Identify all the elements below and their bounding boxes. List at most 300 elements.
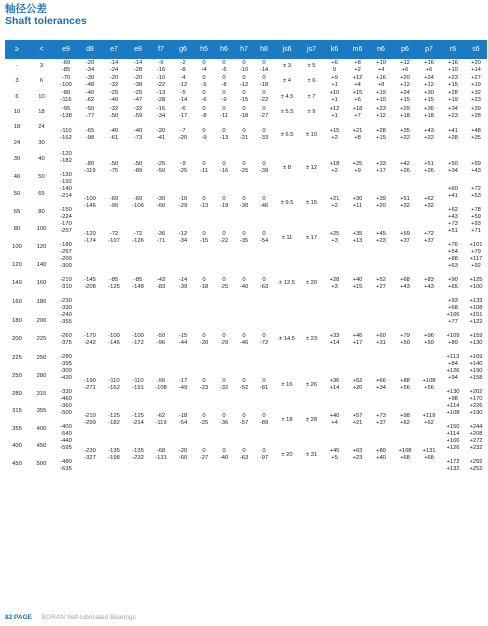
tolerance-cell-p7: +96 +50 — [417, 312, 441, 368]
tolerance-cell-e8: -135 -232 — [126, 438, 150, 473]
tolerance-cell-k6: +25 +3 — [323, 221, 346, 256]
tolerance-cell-h6: 0 -8 — [214, 74, 234, 89]
tolerance-cell-e8: -14 -28 — [126, 59, 150, 74]
size-from-cell: 280 — [5, 385, 29, 403]
tolerance-cell-h8: 0 -14 — [254, 59, 274, 74]
tolerance-cell-e7: -60 -90 — [102, 186, 126, 221]
tolerance-cell-js6: ± 8 — [274, 151, 300, 186]
tolerance-cell-h5: 0 -25 — [194, 403, 214, 438]
tolerance-cell-e8: -25 -47 — [126, 90, 150, 105]
tolerance-cell-d8: -145 -208 — [78, 256, 102, 312]
tolerance-cell-p7: +131 +68 — [417, 438, 441, 473]
tolerance-cell-p6: +35 +22 — [393, 120, 417, 151]
size-to-cell: 65 — [29, 186, 54, 204]
size-to-cell: 160 — [29, 274, 54, 293]
tolerance-cell-h8: 0 -54 — [254, 221, 274, 256]
tolerance-cell-f7: -16 -34 — [150, 105, 172, 120]
tolerance-cell-p6: +88 +56 — [393, 368, 417, 403]
tolerance-cell-r6: +88 +63 +90 +65 +93 +68 — [441, 256, 465, 312]
tolerance-cell-e9: -170 -257 -180 -267 — [54, 221, 78, 256]
size-from-cell: 355 — [5, 420, 29, 438]
tolerance-cell-e8: -100 -172 — [126, 312, 150, 368]
tolerance-cell-h8: 0 -63 — [254, 256, 274, 312]
tolerance-cell-d8: -230 -327 — [78, 438, 102, 473]
column-header: h8 — [254, 40, 274, 59]
tolerance-cell-e8: -110 -191 — [126, 368, 150, 403]
size-from-cell: 10 — [5, 105, 29, 120]
tolerance-cell-d8: -170 -242 — [78, 312, 102, 368]
tolerance-cell-h5: 0 -5 — [194, 74, 214, 89]
tolerance-cell-p7: +24 +12 — [417, 74, 441, 89]
tolerance-cell-f7: -20 -41 — [150, 120, 172, 151]
title-en: Shaft tolerances — [5, 15, 87, 27]
size-to-cell: 6 — [29, 74, 54, 89]
tolerance-cell-n6: +39 +20 — [369, 186, 393, 221]
table-row — [5, 105, 487, 120]
tolerance-cell-p6: +79 +50 — [393, 312, 417, 368]
tolerance-cell-e8: -60 -106 — [126, 186, 150, 221]
tolerance-cell-f7: -68 -131 — [150, 438, 172, 473]
size-from-cell: 180 — [5, 312, 29, 331]
tolerance-cell-f7: -56 -108 — [150, 368, 172, 403]
tolerance-cell-k6: +15 +2 — [323, 120, 346, 151]
tolerance-cell-d8: -190 -271 — [78, 368, 102, 403]
tolerance-cell-r6: +114 +108 +150 +114 — [441, 403, 465, 438]
tolerance-cell-k6: +10 +1 — [323, 90, 346, 105]
tolerance-cell-e7: -135 -198 — [102, 438, 126, 473]
tolerance-cell-h8: 0 -18 — [254, 74, 274, 89]
tolerance-cell-p7: +62 +32 — [417, 186, 441, 221]
tolerance-cell-f7: -43 -83 — [150, 256, 172, 312]
tolerance-cell-e7: -85 -125 — [102, 256, 126, 312]
tolerance-cell-p6: +59 +37 — [393, 221, 417, 256]
tolerance-cell-n6: +60 +31 — [369, 312, 393, 368]
tolerance-cell-h7: 0 -52 — [234, 368, 254, 403]
tolerance-cell-e9: -240 -355 -260 -375 -280 -395 — [54, 312, 78, 368]
tolerance-cell-js7: ± 20 — [300, 256, 323, 312]
size-from-cell: 120 — [5, 256, 29, 275]
tolerance-cell-g6: -20 -60 — [172, 438, 194, 473]
tolerance-cell-h6: 0 -40 — [214, 438, 234, 473]
tolerance-cell-m6: +63 +23 — [346, 438, 369, 473]
column-header: f7 — [150, 40, 172, 59]
tolerance-cell-js7: ± 15 — [300, 186, 323, 221]
tolerance-cell-g6: -5 -14 — [172, 90, 194, 105]
size-to-cell: 140 — [29, 256, 54, 275]
column-header: n6 — [369, 40, 393, 59]
table-row — [5, 151, 487, 169]
tolerance-cell-e9: -360 -500 -400 -540 — [54, 403, 78, 438]
tolerance-cell-g6: -2 -8 — [172, 59, 194, 74]
tolerance-cell-k6: +12 +1 — [323, 105, 346, 120]
page-title — [5, 3, 305, 27]
tolerance-cell-h6: 0 -25 — [214, 256, 234, 312]
tolerance-cell-m6: +25 +9 — [346, 151, 369, 186]
tolerance-cell-f7: -30 -60 — [150, 186, 172, 221]
tolerance-cell-k6: +6 0 — [323, 59, 346, 74]
tolerance-cell-h7: 0 -30 — [234, 186, 254, 221]
tolerance-cell-s6: +39 +28 — [465, 105, 487, 120]
tolerance-cell-h5: 0 -8 — [194, 105, 214, 120]
tolerance-cell-e9: -80 -116 — [54, 90, 78, 105]
tolerance-cell-h5: 0 -20 — [194, 312, 214, 368]
size-from-cell: 24 — [5, 135, 29, 150]
tolerance-cell-p7: +16 +6 — [417, 59, 441, 74]
tolerance-cell-h5: 0 -15 — [194, 221, 214, 256]
tolerance-cell-r6: +41 +28 — [441, 120, 465, 151]
tolerance-cell-h5: 0 -13 — [194, 186, 214, 221]
tolerance-cell-e8: -40 -73 — [126, 120, 150, 151]
size-to-cell: 280 — [29, 368, 54, 386]
column-header: p7 — [417, 40, 441, 59]
tolerance-cell-h6: 0 -29 — [214, 312, 234, 368]
tolerance-cell-e8: -20 -38 — [126, 74, 150, 89]
table-row — [5, 368, 487, 386]
size-from-cell: 80 — [5, 221, 29, 239]
tolerance-cell-h7: 0 -10 — [234, 59, 254, 74]
tolerance-cell-e7: -50 -75 — [102, 151, 126, 186]
table-row — [5, 256, 487, 275]
tolerance-cell-js7: ± 26 — [300, 368, 323, 403]
tolerance-cell-g6: -12 -34 — [172, 221, 194, 256]
table-row — [5, 186, 487, 204]
tolerance-cell-r6: +166 +126 +172 +132 — [441, 438, 465, 473]
size-from-cell: 40 — [5, 168, 29, 186]
size-to-cell: 120 — [29, 238, 54, 256]
size-to-cell: 250 — [29, 349, 54, 368]
tolerance-cell-e9: -110 -162 — [54, 120, 78, 151]
tolerance-cell-k6: +33 +14 — [323, 312, 346, 368]
tolerance-cell-k6: +28 +3 — [323, 256, 346, 312]
column-header: e8 — [126, 40, 150, 59]
tolerance-cell-js6: ± 9.5 — [274, 186, 300, 221]
size-from-cell: 50 — [5, 186, 29, 204]
column-header: js7 — [300, 40, 323, 59]
page-number: 82 PAGE — [5, 614, 32, 621]
tolerance-cell-p6: +68 +43 — [393, 256, 417, 312]
tolerance-cell-h7: 0 -18 — [234, 105, 254, 120]
tolerance-cell-js7: ± 17 — [300, 221, 323, 256]
tolerance-cell-e7: -100 -146 — [102, 312, 126, 368]
tolerance-cell-s6: +32 +23 — [465, 90, 487, 105]
tolerance-cell-n6: +80 +40 — [369, 438, 393, 473]
tolerance-cell-r6: +23 +15 — [441, 74, 465, 89]
tolerance-cell-n6: +73 +37 — [369, 403, 393, 438]
tolerance-cell-h6: 0 -13 — [214, 120, 234, 151]
tolerance-cell-h7: 0 -15 — [234, 90, 254, 105]
column-header: k6 — [323, 40, 346, 59]
tolerance-cell-m6: +8 +2 — [346, 59, 369, 74]
tolerance-cell-f7: -50 -96 — [150, 312, 172, 368]
tolerance-cell-p7: +30 +15 — [417, 90, 441, 105]
tolerance-cell-e7: -125 -182 — [102, 403, 126, 438]
tolerance-cell-p7: +119 +62 — [417, 403, 441, 438]
tolerance-cell-h7: 0 -12 — [234, 74, 254, 89]
tolerance-cell-e8: -72 -126 — [126, 221, 150, 256]
tolerance-cell-r6: +34 +23 — [441, 105, 465, 120]
tolerance-cell-p7: +108 +56 — [417, 368, 441, 403]
tolerance-cell-h5: 0 -27 — [194, 438, 214, 473]
tolerance-cell-e9: -140 -214 -150 -224 — [54, 186, 78, 221]
tolerance-cell-h7: 0 -21 — [234, 120, 254, 151]
tolerance-cell-n6: +10 +4 — [369, 59, 393, 74]
tolerance-cell-h7: 0 -25 — [234, 151, 254, 186]
size-to-cell: 355 — [29, 403, 54, 421]
tolerance-cell-e8: -50 -89 — [126, 151, 150, 186]
size-from-cell: 160 — [5, 293, 29, 312]
tolerance-cell-e7: -110 -162 — [102, 368, 126, 403]
tolerance-cell-js6: ± 12.5 — [274, 256, 300, 312]
column-header: h6 — [214, 40, 234, 59]
tolerance-cell-f7: -13 -28 — [150, 90, 172, 105]
tolerance-cell-h5: 0 -11 — [194, 151, 214, 186]
tolerance-cell-js6: ± 3 — [274, 59, 300, 74]
tolerance-cell-js6: ± 4.5 — [274, 90, 300, 105]
tolerance-cell-s6: +151 +122 +159 +130 +169 +140 — [465, 312, 487, 368]
tolerance-cell-h5: 0 -6 — [194, 90, 214, 105]
tolerance-cell-m6: +21 +8 — [346, 120, 369, 151]
tolerance-cell-s6: +48 +35 — [465, 120, 487, 151]
tolerance-cell-n6: +23 +12 — [369, 105, 393, 120]
tolerance-cell-js6: ± 16 — [274, 368, 300, 403]
tolerance-cell-js7: ± 7 — [300, 90, 323, 105]
table-row — [5, 90, 487, 105]
tolerance-cell-r6: +60 +41 +62 +43 — [441, 186, 465, 221]
tolerance-cell-g6: -6 -17 — [172, 105, 194, 120]
column-header: e9 — [54, 40, 78, 59]
tolerance-cell-d8: -50 -77 — [78, 105, 102, 120]
size-from-cell: 400 — [5, 438, 29, 456]
tolerance-cell-js7: ± 28 — [300, 403, 323, 438]
tolerance-cell-h5: 0 -18 — [194, 256, 214, 312]
size-to-cell: 225 — [29, 330, 54, 349]
tolerance-cell-k6: +9 +1 — [323, 74, 346, 89]
tolerance-cell-n6: +16 +8 — [369, 74, 393, 89]
tolerance-cell-js6: ± 11 — [274, 221, 300, 256]
tolerance-cell-s6: +27 +19 — [465, 74, 487, 89]
tolerance-cell-g6: -15 -44 — [172, 312, 194, 368]
tolerance-cell-e9: -95 -138 — [54, 105, 78, 120]
tolerance-cell-m6: +18 +7 — [346, 105, 369, 120]
column-header: e7 — [102, 40, 126, 59]
tolerance-cell-f7: -62 -119 — [150, 403, 172, 438]
tolerance-cell-h8: 0 -33 — [254, 120, 274, 151]
size-to-cell: 315 — [29, 385, 54, 403]
tolerance-cell-m6: +46 +17 — [346, 312, 369, 368]
tolerance-cell-r6: +28 +19 — [441, 90, 465, 105]
size-from-cell: 315 — [5, 403, 29, 421]
title-cn: 轴径公差 — [5, 3, 47, 15]
tolerance-cell-h8: 0 -39 — [254, 151, 274, 186]
tolerance-cell-p6: +108 +68 — [393, 438, 417, 473]
tolerance-cell-m6: +30 +11 — [346, 186, 369, 221]
table-row — [5, 312, 487, 331]
tolerance-cell-s6: +93 +71 +101 +79 — [465, 221, 487, 256]
page-footer — [5, 614, 136, 621]
tolerance-cell-k6: +18 +2 — [323, 151, 346, 186]
tolerance-cell-p7: +72 +37 — [417, 221, 441, 256]
tolerance-cell-r6: +73 +51 +76 +54 — [441, 221, 465, 256]
tolerance-cell-js7: ± 5 — [300, 59, 323, 74]
tolerance-cell-h6: 0 -11 — [214, 105, 234, 120]
size-from-cell: 18 — [5, 120, 29, 135]
size-to-cell: 30 — [29, 135, 54, 150]
tolerance-cell-js7: ± 10 — [300, 120, 323, 151]
tolerance-cell-f7: -6 -16 — [150, 59, 172, 74]
tolerance-cell-p6: +51 +32 — [393, 186, 417, 221]
size-from-cell: 6 — [5, 90, 29, 105]
tolerance-cell-js6: ± 4 — [274, 74, 300, 89]
tolerance-cell-r6: +106 +77 +109 +80 +113 +84 — [441, 312, 465, 368]
size-from-cell: 450 — [5, 455, 29, 473]
tolerance-cell-g6: -7 -20 — [172, 120, 194, 151]
tolerance-cell-e8: -32 -59 — [126, 105, 150, 120]
tolerance-cell-m6: +12 +4 — [346, 74, 369, 89]
size-from-cell: 200 — [5, 330, 29, 349]
tolerance-cell-js7: ± 6 — [300, 74, 323, 89]
column-header: d8 — [78, 40, 102, 59]
tolerance-cell-n6: +52 +27 — [369, 256, 393, 312]
size-to-cell: 18 — [29, 105, 54, 120]
brand-name: BORAN Self-lubricated Bearings — [41, 614, 136, 621]
tolerance-cell-js6: ± 14.5 — [274, 312, 300, 368]
size-from-cell: 65 — [5, 203, 29, 221]
table-row — [5, 120, 487, 135]
tolerance-cell-n6: +45 +23 — [369, 221, 393, 256]
tolerance-cell-js7: ± 31 — [300, 438, 323, 473]
column-header: p6 — [393, 40, 417, 59]
tolerance-cell-h8: 0 -27 — [254, 105, 274, 120]
tolerance-cell-k6: +21 +2 — [323, 186, 346, 221]
tolerance-cell-e9: -300 -430 -330 -460 — [54, 368, 78, 403]
tolerance-cell-m6: +35 +13 — [346, 221, 369, 256]
tolerance-cell-h6: 0 -6 — [214, 59, 234, 74]
tolerance-cell-d8: -120 -174 — [78, 221, 102, 256]
tolerance-cell-h8: 0 -89 — [254, 403, 274, 438]
tolerance-cell-p6: +29 +18 — [393, 105, 417, 120]
tolerance-cell-e7: -25 -40 — [102, 90, 126, 105]
size-from-cell: 30 — [5, 151, 29, 169]
table-row — [5, 438, 487, 456]
size-from-cell: 250 — [5, 368, 29, 386]
tolerance-cell-f7: -25 -50 — [150, 151, 172, 186]
tolerance-cell-k6: +40 +4 — [323, 403, 346, 438]
tolerance-cell-d8: -100 -146 — [78, 186, 102, 221]
tolerance-cell-js7: ± 9 — [300, 105, 323, 120]
tolerance-cell-h8: 0 -22 — [254, 90, 274, 105]
tolerance-cell-g6: -14 -39 — [172, 256, 194, 312]
tolerance-cell-r6: +50 +34 — [441, 151, 465, 186]
tolerance-cell-m6: +40 +15 — [346, 256, 369, 312]
tolerance-cell-h7: 0 -40 — [234, 256, 254, 312]
column-header: ≥ — [5, 40, 29, 59]
size-to-cell: 180 — [29, 293, 54, 312]
tolerance-cell-js6: ± 6.5 — [274, 120, 300, 151]
size-from-cell: 140 — [5, 274, 29, 293]
tolerance-cell-s6: +272 +232 +292 +252 — [465, 438, 487, 473]
tolerance-cell-e7: -14 -24 — [102, 59, 126, 74]
tolerance-cell-g6: -17 -49 — [172, 368, 194, 403]
tolerance-cell-h6: 0 -16 — [214, 151, 234, 186]
tolerance-cell-e7: -40 -61 — [102, 120, 126, 151]
tolerance-cell-s6: +72 +53 +78 +59 — [465, 186, 487, 221]
tolerance-cell-js6: ± 5.5 — [274, 105, 300, 120]
tolerance-cell-e8: -85 -148 — [126, 256, 150, 312]
column-header: g6 — [172, 40, 194, 59]
tolerance-cell-p6: +20 +12 — [393, 74, 417, 89]
tolerance-cell-d8: -210 -299 — [78, 403, 102, 438]
tolerance-cell-m6: +57 +21 — [346, 403, 369, 438]
tolerance-cell-p7: +43 +22 — [417, 120, 441, 151]
size-to-cell: 400 — [29, 420, 54, 438]
column-header: h5 — [194, 40, 214, 59]
tolerance-cell-s6: +117 +92 +125 +100 +133 +108 — [465, 256, 487, 312]
column-header: r6 — [441, 40, 465, 59]
size-from-cell: - — [5, 59, 29, 74]
tolerance-cell-m6: +52 +20 — [346, 368, 369, 403]
tolerance-cell-h6: 0 -9 — [214, 90, 234, 105]
tolerance-cell-n6: +19 +10 — [369, 90, 393, 105]
table-row — [5, 221, 487, 239]
column-header: < — [29, 40, 54, 59]
tolerance-cell-e9: -440 -595 -480 -635 — [54, 438, 78, 473]
tolerance-cell-p7: +36 +18 — [417, 105, 441, 120]
size-to-cell: 450 — [29, 438, 54, 456]
size-to-cell: 10 — [29, 90, 54, 105]
column-header: s6 — [465, 40, 487, 59]
tolerance-cell-g6: -9 -25 — [172, 151, 194, 186]
tolerance-cell-h6: 0 -22 — [214, 221, 234, 256]
tolerance-cell-p6: +98 +62 — [393, 403, 417, 438]
tolerance-cell-e9: -70 -100 — [54, 74, 78, 89]
tolerance-cell-e8: -125 -214 — [126, 403, 150, 438]
tolerance-cell-js7: ± 23 — [300, 312, 323, 368]
size-to-cell: 3 — [29, 59, 54, 74]
tolerance-cell-h8: 0 -46 — [254, 186, 274, 221]
tolerance-cell-n6: +28 +15 — [369, 120, 393, 151]
tolerance-cell-s6: +226 +190 +244 +208 — [465, 403, 487, 438]
column-header: h7 — [234, 40, 254, 59]
tolerance-cell-p6: +42 +26 — [393, 151, 417, 186]
tolerance-cell-js7: ± 12 — [300, 151, 323, 186]
tolerance-cell-p6: +12 +6 — [393, 59, 417, 74]
size-to-cell: 50 — [29, 168, 54, 186]
tolerance-cell-p7: +51 +26 — [417, 151, 441, 186]
tolerance-cell-r6: +16 +10 — [441, 59, 465, 74]
size-to-cell: 200 — [29, 312, 54, 331]
tolerance-cell-p7: +83 +43 — [417, 256, 441, 312]
size-from-cell: 3 — [5, 74, 29, 89]
table-row — [5, 403, 487, 421]
tolerance-cell-e7: -72 -107 — [102, 221, 126, 256]
tolerance-cell-s6: +59 +43 — [465, 151, 487, 186]
tolerance-cell-s6: +190 +158 +202 +170 — [465, 368, 487, 403]
tolerance-cell-e9: -200 -300 -210 -310 -230 -330 — [54, 256, 78, 312]
tolerance-cell-h7: 0 -63 — [234, 438, 254, 473]
tolerance-cell-k6: +36 +14 — [323, 368, 346, 403]
tolerance-cell-f7: -36 -71 — [150, 221, 172, 256]
tolerance-cell-h8: 0 -81 — [254, 368, 274, 403]
tolerance-cell-h6: 0 -19 — [214, 186, 234, 221]
size-to-cell: 100 — [29, 221, 54, 239]
tolerance-cell-h8: 0 -72 — [254, 312, 274, 368]
column-header: js6 — [274, 40, 300, 59]
tolerance-cell-h5: 0 -23 — [194, 368, 214, 403]
tolerance-cell-d8: -20 -34 — [78, 59, 102, 74]
size-to-cell: 500 — [29, 455, 54, 473]
tolerance-cell-js6: ± 18 — [274, 403, 300, 438]
column-header: m6 — [346, 40, 369, 59]
